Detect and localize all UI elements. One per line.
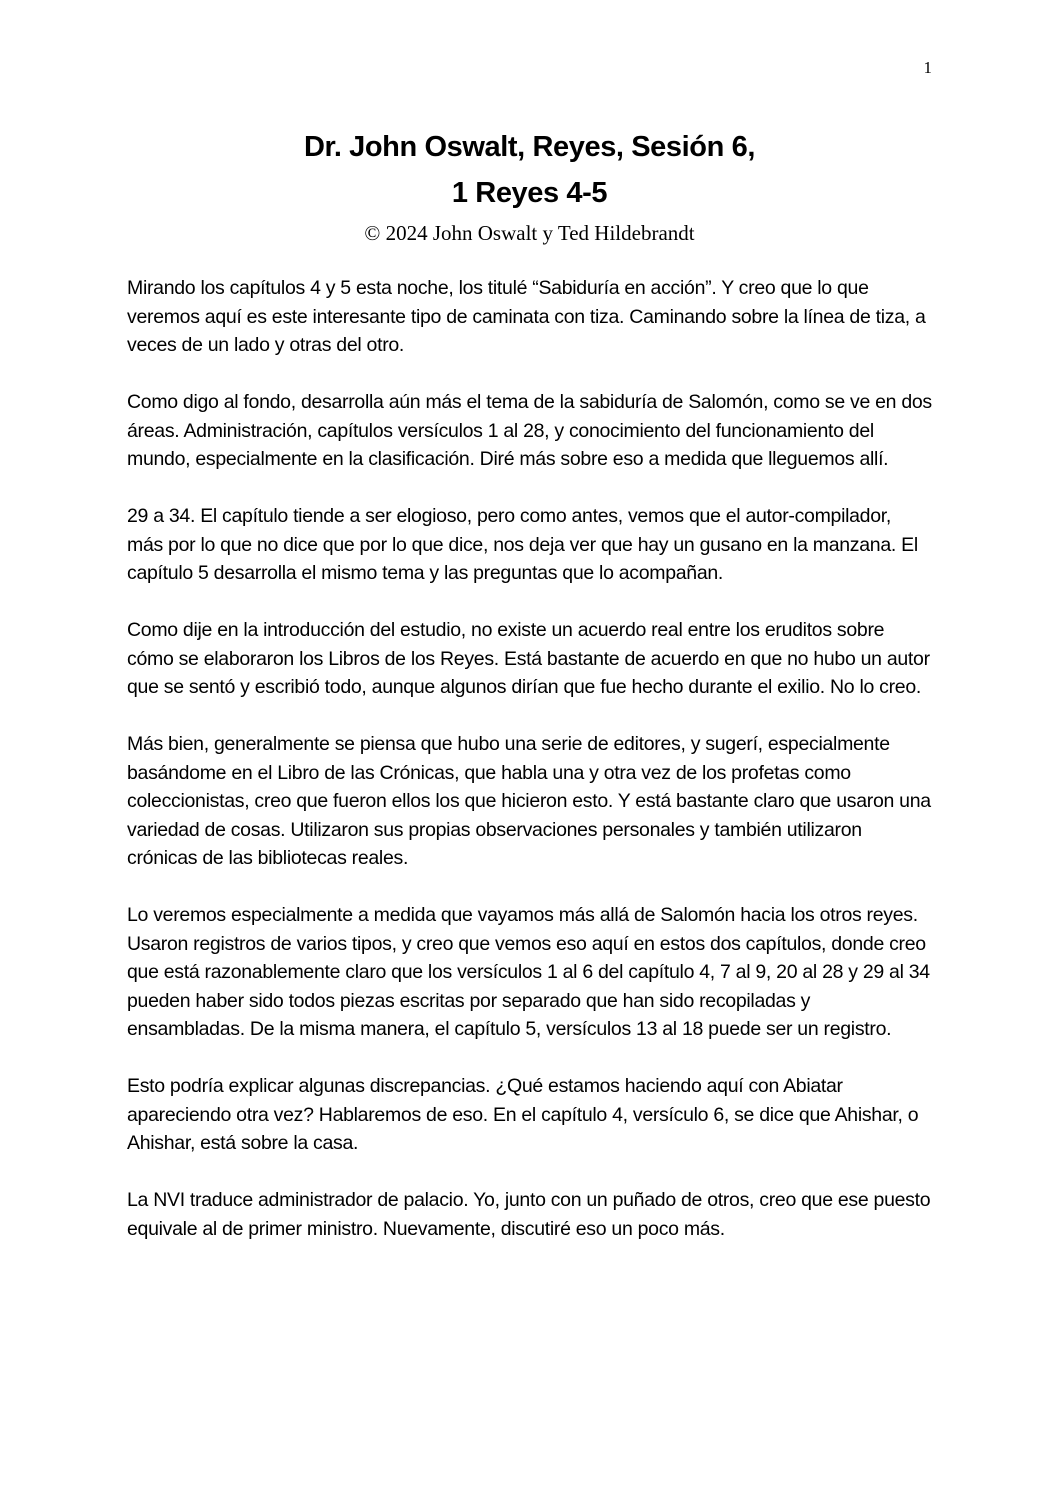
paragraph-2: Como digo al fondo, desarrolla aún más el tema de la sabiduría de Salomón, como se ve en dos áreas. Administración, capítulos versículos 1 al 28, y conocimiento del funcionamiento del mundo, especialmente en la clasificación. Diré más sobre eso a medida que lleguemos allí.	[127, 391, 932, 470]
page-number: 1	[923, 58, 932, 77]
paragraph-7: Esto podría explicar algunas discrepancias. ¿Qué estamos haciendo aquí con Abiatar apareciendo otra vez? Hablaremos de eso. En el capítulo 4, versículo 6, se dice que Ahishar, o Ahishar, está sobre la casa.	[127, 1075, 919, 1154]
document-body	[127, 274, 932, 1243]
document-header	[127, 124, 932, 247]
document-title-line-1: Dr. John Oswalt, Reyes, Sesión 6,	[304, 131, 755, 163]
paragraph-4: Como dije en la introducción del estudio, no existe un acuerdo real entre los eruditos sobre cómo se elaboraron los Libros de los Reyes. Está bastante de acuerdo en que no hubo un autor que se sentó y escribió todo, aunque algunos dirían que fue hecho durante el exilio. No lo creo.	[127, 619, 930, 698]
paragraph-6: Lo veremos especialmente a medida que vayamos más allá de Salomón hacia los otros reyes. Usaron registros de varios tipos, y creo que vemos eso aquí en estos dos capítulos, donde creo que está razonablemente claro que los versículos 1 al 6 del capítulo 4, 7 al 9, 20 al 28 y 29 al 34 pueden haber sido todos piezas escritas por separado que han sido recopiladas y ensambladas. De la misma manera, el capítulo 5, versículos 13 al 18 puede ser un registro.	[127, 904, 930, 1040]
paragraph-3: 29 a 34. El capítulo tiende a ser elogioso, pero como antes, vemos que el autor-compilador, más por lo que no dice que por lo que dice, nos deja ver que hay un gusano en la manzana. El capítulo 5 desarrolla el mismo tema y las preguntas que lo acompañan.	[127, 505, 918, 584]
paragraph-5: Más bien, generalmente se piensa que hubo una serie de editores, y sugerí, especialmente basándome en el Libro de las Crónicas, que habla una y otra vez de los profetas como coleccionistas, creo que fueron ellos los que hicieron esto. Y está bastante claro que usaron una variedad de cosas. Utilizaron sus propias observaciones personales y también utilizaron crónicas de las bibliotecas reales.	[127, 733, 931, 869]
paragraph-1: Mirando los capítulos 4 y 5 esta noche, los titulé “Sabiduría en acción”. Y creo que lo que veremos aquí es este interesante tipo de caminata con tiza. Caminando sobre la línea de tiza, a veces de un lado y otras del otro.	[127, 277, 926, 356]
document-title-line-2: 1 Reyes 4-5	[451, 177, 608, 209]
paragraph-8: La NVI traduce administrador de palacio. Yo, junto con un puñado de otros, creo que ese puesto equivale al de primer ministro. Nuevamente, discutiré eso un poco más.	[127, 1189, 931, 1240]
copyright-line: © 2024 John Oswalt y Ted Hildebrandt	[364, 221, 695, 245]
